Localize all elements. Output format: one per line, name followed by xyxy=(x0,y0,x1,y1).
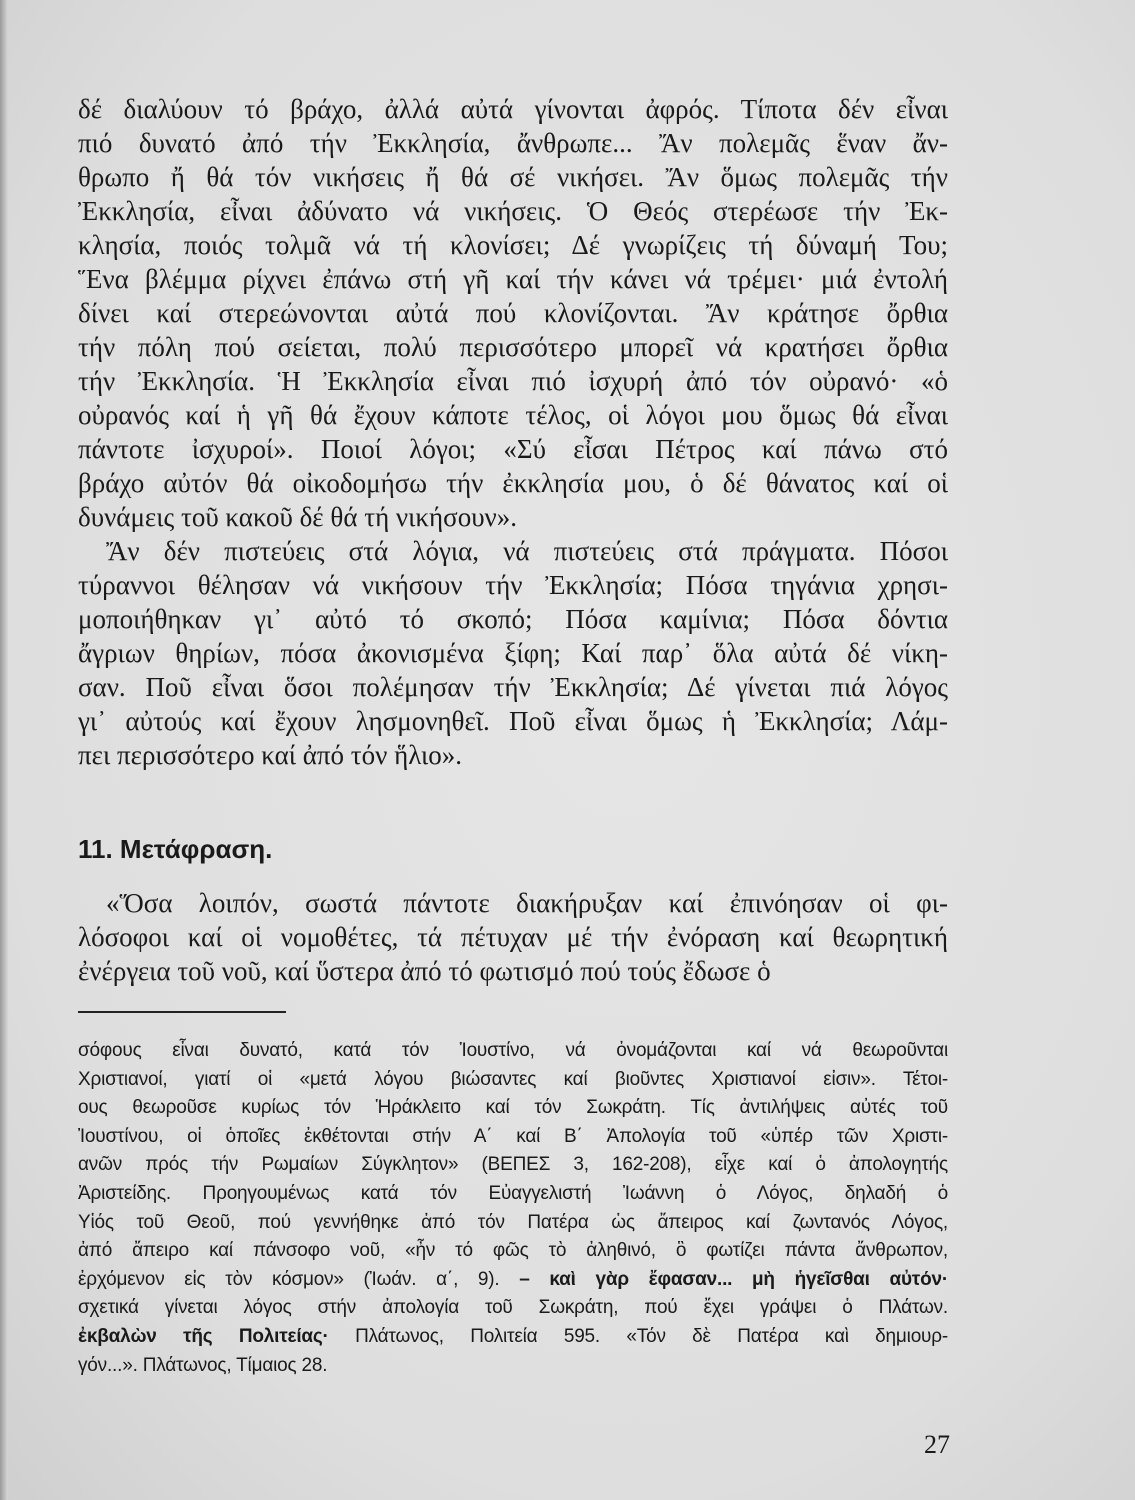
footnote-lemma: ἐκβαλὼν τῆς Πολιτείας· xyxy=(78,1325,329,1347)
footnote-divider xyxy=(78,1011,286,1013)
footnote-line xyxy=(78,1094,948,1123)
footnote-text: Ἰουστίνου, οἱ ὁποῖες ἐκθέτονται στήν Α΄ καί Β΄ Ἀπολογία τοῦ «ὑπέρ τῶν Χριστι- xyxy=(78,1125,948,1147)
footnote-line xyxy=(78,1266,948,1295)
footnote-text: ους θεωροῦσε κυρίως τόν Ἡράκλειτο καί τόν Σωκράτη. Τίς ἀντιλήψεις αὐτές τοῦ xyxy=(78,1097,948,1119)
footnote-line xyxy=(78,1323,948,1352)
text-line: δέ διαλύουν τό βράχο, ἀλλά αὐτά γίνονται ἀφρός. Τίποτα δέν εἶναι xyxy=(78,94,948,124)
section-heading: 11. Μετάφραση. xyxy=(78,834,273,864)
text-line: μοποιήθηκαν γι᾽ αὐτό τό σκοπό; Πόσα καμίνια; Πόσα δόντια xyxy=(78,604,948,634)
text-line: σαν. Ποῦ εἶναι ὅσοι πολέμησαν τήν Ἐκκλησία; Δέ γίνεται πιά λόγος xyxy=(78,672,948,702)
text-line: πάντοτε ἰσχυροί». Ποιοί λόγοι; «Σύ εἶσαι Πέτρος καί πάνω στό xyxy=(78,434,948,464)
footnote-line xyxy=(78,1352,948,1381)
footnote xyxy=(78,1037,948,1380)
footnote-text: σόφους εἶναι δυνατό, κατά τόν Ἰουστίνο, νά ὀνομάζονται καί νά θεωροῦνται xyxy=(78,1040,948,1061)
text-line: πιό δυνατό ἀπό τήν Ἐκκλησία, ἄνθρωπε... Ἄν πολεμᾶς ἕναν ἄν- xyxy=(78,128,948,158)
footnote-line xyxy=(78,1037,948,1066)
footnote-text: ἐρχόμενον εἰς τὸν κόσμον» (Ἰωάν. α΄, 9). xyxy=(78,1268,520,1290)
text-line: δυνάμεις τοῦ κακοῦ δέ θά τή νικήσουν». xyxy=(78,502,518,532)
text-line: δίνει καί στερεώνονται αὐτά πού κλονίζονται. Ἄν κράτησε ὄρθια xyxy=(78,298,948,328)
footnote-lemma: – καὶ γὰρ ἔφασαν... μὴ ἡγεῖσθαι αὐτόν· xyxy=(519,1268,948,1290)
footnote-line xyxy=(78,1066,948,1095)
page-number: 27 xyxy=(924,1430,950,1459)
footnote-text: Πλάτωνος, Πολιτεία 595. «Τόν δὲ Πατέρα καὶ δημιουρ- xyxy=(328,1325,948,1347)
text-line: γι᾽ αὐτούς καί ἔχουν λησμονηθεῖ. Ποῦ εἶναι ὅμως ἡ Ἐκκλησία; Λάμ- xyxy=(78,706,948,736)
text-line: τήν πόλη πού σείεται, πολύ περισσότερο μπορεῖ νά κρατήσει ὄρθια xyxy=(78,332,948,362)
text-line: ἐνέργεια τοῦ νοῦ, καί ὕστερα ἀπό τό φωτισμό πού τούς ἔδωσε ὁ xyxy=(78,956,771,986)
translation-text xyxy=(78,886,948,988)
footnote-line xyxy=(78,1294,948,1323)
footnote-text: Χριστιανοί, γιατί οἱ «μετά λόγου βιώσαντες καί βιοῦντες Χριστιανοί εἰσιν». Τέτοι- xyxy=(78,1068,948,1090)
page-edge-shadow xyxy=(0,0,8,1500)
text-line: βράχο αὐτόν θά οἰκοδομήσω τήν ἐκκλησία μου, ὁ δέ θάνατος καί οἱ xyxy=(78,468,948,498)
footnote-text: γόν...». Πλάτωνος, Τίμαιος 28. xyxy=(78,1354,328,1376)
footnote-text: σχετικά γίνεται λόγος στήν ἀπολογία τοῦ Σωκράτη, πού ἔχει γράψει ὁ Πλάτων. xyxy=(78,1297,948,1319)
text-line: Ἕνα βλέμμα ρίχνει ἐπάνω στή γῆ καί τήν κάνει νά τρέμει· μιά ἐντολή xyxy=(78,264,948,294)
footnote-text: ανῶν πρός τήν Ρωμαίων Σύγκλητον» (ΒΕΠΕΣ 3, 162-208), εἶχε καί ὁ ἀπολογητής xyxy=(78,1154,948,1176)
footnote-text: ἀπό ἄπειρο καί πάνσοφο νοῦ, «ἦν τό φῶς τὸ ἀληθινό, ὃ φωτίζει πάντα ἄνθρωπον, xyxy=(78,1240,948,1262)
footnote-text: Ἀριστείδης. Προηγουμένως κατά τόν Εὐαγγελιστή Ἰωάννη ὁ Λόγος, δηλαδή ὁ xyxy=(78,1182,948,1204)
text-line: θρωπο ἤ θά τόν νικήσεις ἤ θά σέ νικήσει. Ἄν ὅμως πολεμᾶς τήν xyxy=(78,162,948,192)
text-line: κλησία, ποιός τολμᾶ νά τή κλονίσει; Δέ γνωρίζεις τή δύναμή Του; xyxy=(78,230,948,260)
text-line: «Ὅσα λοιπόν, σωστά πάντοτε διακήρυξαν καί ἐπινόησαν οἱ φι- xyxy=(106,888,948,918)
footnote-line xyxy=(78,1123,948,1152)
footnote-line xyxy=(78,1237,948,1266)
main-text xyxy=(78,92,948,772)
text-line: Ἄν δέν πιστεύεις στά λόγια, νά πιστεύεις στά πράγματα. Πόσοι xyxy=(106,536,948,566)
text-line: λόσοφοι καί οἱ νομοθέτες, τά πέτυχαν μέ τήν ἐνόραση καί θεωρητική xyxy=(78,922,948,952)
text-line: Ἐκκλησία, εἶναι ἀδύνατο νά νικήσεις. Ὁ Θεός στερέωσε τήν Ἐκ- xyxy=(78,196,948,226)
text-line: πει περισσότερο καί ἀπό τόν ἥλιο». xyxy=(78,740,462,770)
text-line: τήν Ἐκκλησία. Ἡ Ἐκκλησία εἶναι πιό ἰσχυρή ἀπό τόν οὐρανό· «ὁ xyxy=(78,366,948,396)
footnote-line xyxy=(78,1209,948,1238)
text-line: οὐρανός καί ἡ γῆ θά ἔχουν κάποτε τέλος, οἱ λόγοι μου ὅμως θά εἶναι xyxy=(78,400,948,430)
text-line: ἄγριων θηρίων, πόσα ἀκονισμένα ξίφη; Καί παρ᾽ ὅλα αὐτά δέ νίκη- xyxy=(78,638,948,668)
footnote-text: Υἱός τοῦ Θεοῦ, πού γεννήθηκε ἀπό τόν Πατέρα ὡς ἄπειρος καί ζωντανός Λόγος, xyxy=(78,1211,948,1233)
footnote-line xyxy=(78,1180,948,1209)
footnote-line xyxy=(78,1151,948,1180)
text-line: τύραννοι θέλησαν νά νικήσουν τήν Ἐκκλησία; Πόσα τηγάνια χρησι- xyxy=(78,570,948,600)
